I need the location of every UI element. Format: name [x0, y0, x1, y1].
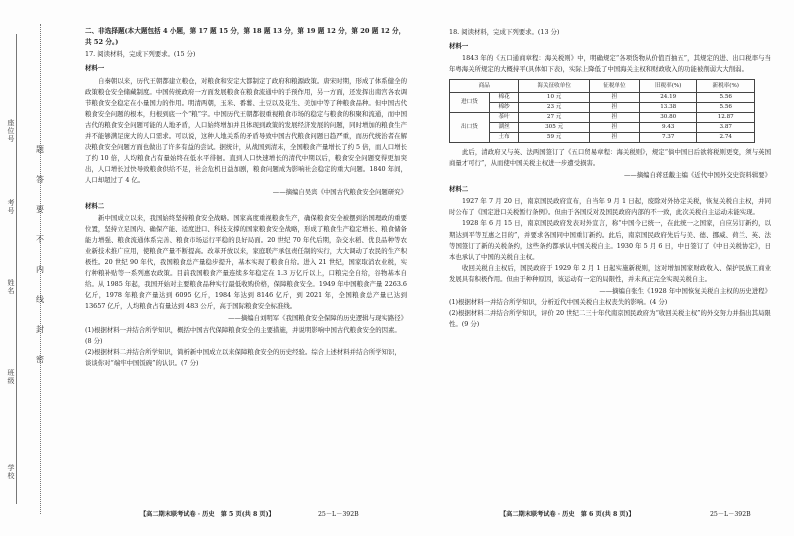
table-cell: 27 元	[519, 113, 589, 123]
exam-number-label: 考号	[7, 199, 15, 215]
seal-char: 线	[36, 295, 44, 304]
question-17-title: 17. 阅读材料，完成下列要求。(15 分)	[85, 50, 196, 59]
table-cell: 土布	[489, 133, 519, 143]
seat-number-label: 座位号	[7, 119, 15, 143]
seal-char: 不	[36, 235, 44, 244]
material-2-text: 新中国成立以来，我国始终坚持粮食安全战略。国家高度重视粮食生产，确保粮食安全被摆到治国理政的重要位置，坚持立足国内、确保产能、适度进口、科技支撑的国家粮食安全战略，形成了粮食生产稳定增长、粮食储备能力增强、粮食流通体系完善、粮食市场运行平稳的良好局面。20 世纪 70 年代后期，杂交水稻、优良品种等农业新技术推广应用，使粮食产量不断提高。改革开放以来，家庭联产承包责任制的实行，大大调动了农民的生产积极性。20 世纪 90 年代，我国粮食总产量稳步提升，基本实现了粮食自给。进入 21 世纪，国家取消农业税，实行种粮补贴等一系列惠农政策。目前我国粮食产量连续多年稳定在 1.3 万亿斤以上，口粮完全自给，谷物基本自给。从 1985 年起，我国开始对主要粮食品种实行最低收购价格，保障粮食安全。1949 年中国粮食产量 2263.6 亿斤，1978 年粮食产量达到 6095 亿斤，1984 年达到 8146 亿斤，到 2021 年，全国粮食总产量已达到 13657 亿斤，人均粮食占有量达到 483 公斤，高于国际粮食安全标准线。	[85, 214, 407, 311]
section-header-cont: 共 52 分。)	[85, 38, 119, 47]
seal-char: 答	[36, 175, 44, 184]
question-17-task-1: (1)根据材料一并结合所学知识，概括中国古代保障粮食安全的主要措施，并说明影响中国古代粮食安全的因素。(8 分)	[85, 325, 401, 345]
question-17-task-2: (2)根据材料二并结合所学知识，简析新中国成立以来保障粮食安全的历史经验。综合上述材料并结合所学知识，谈谈你对“端牢中国饭碗”的认识。(7 分)	[85, 347, 401, 367]
binding-margin	[6, 24, 50, 514]
table-cell: 担	[589, 103, 639, 113]
question-18-task-1: (1)根据材料一并结合所学知识，分析近代中国关税自主权丧失的影响。(4 分)	[449, 297, 668, 306]
section-header: 二、非选择题(本大题包括 4 小题，第 17 题 15 分，第 18 题 13 分，第 19 题 12 分，第 20 题 12 分，	[85, 27, 406, 35]
table-header: 旧税率(%)	[639, 80, 697, 93]
table-cell: 担	[589, 123, 639, 133]
table-cell: 担	[589, 133, 639, 143]
table-cell: 棉花	[489, 93, 519, 103]
table-cell: 13.38	[639, 103, 697, 113]
page-6-footer	[500, 510, 770, 520]
table-cell: 担	[589, 93, 639, 103]
material-2-title: 材料二	[85, 202, 105, 211]
page-5-footer	[140, 510, 400, 520]
name-label: 姓名	[7, 279, 15, 295]
table-cell: 湖丝	[489, 123, 519, 133]
page-5	[85, 26, 407, 369]
table-cell: 9.43	[639, 123, 697, 133]
table-cell: 5.56	[697, 103, 755, 113]
material-1-title: 材料一	[85, 64, 105, 73]
seal-char: 密	[36, 355, 44, 364]
school-label: 学校	[7, 464, 15, 480]
material-2-text-1: 1927 年 7 月 20 日，南京国民政府宣布，自当年 9 月 1 日起，废除对外协定关税，恢复关税自主权，并同时公布了《国定进口关税暂行条例》。但由于各国反对及国民政府内部的不一致，此次关税自主运动未能实现。	[449, 197, 771, 217]
footer-title: 【高二期末联考试卷 · 历史 第 5 页(共 8 页)】	[140, 511, 275, 518]
material-1-text: 1843 年的《五口通商章程：海关税则》中，明确规定“各项货物从价值百抽五”，其规定的进、出口税率与当年粤海关所规定的大概持平(具体如下表)，实际上降低了中国海关主权和财政收入的功能被削弱大大削弱。	[449, 54, 771, 74]
table-row	[450, 103, 755, 113]
table-cell: 担	[589, 113, 639, 123]
material-1-source: ——摘编自蒋廷黻主编《近代中国外交史资料辑要》	[624, 171, 771, 180]
table-cell: 59 元	[519, 133, 589, 143]
table-cell: 12.87	[697, 113, 755, 123]
table-cell: 5.56	[697, 93, 755, 103]
table-cell: 3.87	[697, 123, 755, 133]
table-cell: 7.37	[639, 133, 697, 143]
material-2-source: ——摘编自张生《1928 年中国恢复关税自主权的历史进程》	[599, 286, 771, 295]
material-1-source: ——摘编自吴宾《中国古代粮食安全问题研究》	[272, 187, 407, 196]
table-cell: 24.19	[639, 93, 697, 103]
question-18-title: 18. 阅读材料，完成下列要求。(13 分)	[449, 28, 560, 36]
tariff-table	[449, 79, 755, 143]
page-6	[449, 26, 771, 330]
table-cell: 305 元	[519, 123, 589, 133]
class-label: 班级	[7, 369, 15, 385]
seal-char: 内	[36, 265, 44, 274]
binding-line	[16, 34, 17, 504]
seal-char: 封	[36, 325, 44, 334]
question-18-task-2: (2)根据材料二并结合所学知识，评价 20 世纪二三十年代南京国民政府为“收回关税主权”的外交努力并指出其局限性。(9 分)	[449, 308, 771, 328]
row-group-label: 进口货	[450, 93, 490, 113]
table-cell: 茶叶	[489, 113, 519, 123]
table-header: 征税单位	[589, 80, 639, 93]
table-header: 新税率(%)	[697, 80, 755, 93]
table-cell: 棉纱	[489, 103, 519, 113]
material-2-source: ——摘编自刘明军《我国粮食安全保障的历史逻辑与现实路径》	[228, 314, 407, 323]
table-header: 商品	[450, 80, 519, 93]
material-1-after-text: 此后，清政府又与英、法两国签订了《五口贸易章程：海关税则》，规定“倘中国日后欲将税则更变，须与英国商量才可行”，从而使中国关税主权进一步遭受损害。	[449, 148, 771, 168]
material-1-text: 自秦朝以来，历代王朝都建立粮仓，对粮食和安定大都制定了政府和粮源政策。唐宋时期，形成了体系健全的政策粮仓安全储藏制度。中国传统政府一方面发展粮食在粮食流通中的手预作用，另一方面，还发挥出南宫各农调节粮食安全稳定在小量国力的作用。明清两朝，玉米、番薯、土豆以及花生、美加中等了种粮食品种。但中国古代粮食安全问题的根本，归根到底一个“粮”字。中国历代王朝都很重视粮食市场的稳定与粮食的积聚和流通，而中国古代的粮食安全问题可能的人地矛盾，人口始终增加并且体现到政策的发展经济发展的问题，同时增加的粮食生产并不能够满足庞大的人口需求。可以说，这种人地关系的矛盾导致中国古代粮食问题日趋严重，而历代统治者在解决粮食安全问题方面也做出了许多有益的尝试。据统计，从战国到清末，全国粮食产量增长了约 5 倍，而人口增长了约 10 倍，人均粮食占有量始终在低水平徘徊。直到人口快速增长的清代中期以后，粮食安全问题变得更加突出，人口增长过快导致粮食供给不足，社会危机日益加剧，粮食问题成为影响社会稳定的重大问题。1840 年间，人口却超过了 4 亿。	[85, 76, 407, 184]
material-2-text-2: 1928 年 6 月 15 日，南京国民政府发表对外宣言，称“中国今已统一，在此统一之国家，自应另订新约，以期达到平等互惠之目的”，并要求各国同中国重订新约。此后，南京国民政府先后与美、德、挪威、荷兰、英、法等国签订了新的关税条约，这些条约都承认中国关税自主。1930 年 5 月 6 日，中日签订了《中日关税协定》，日本也承认了中国的关税自主权。	[449, 219, 771, 261]
material-2-text-3: 收回关税自主权后，国民政府于 1929 年 2 月 1 日起实施新税则，这对增加国家财政收入、保护民族工商业发展具有积极作用。但由于种种原因，该运动有一定的局限性，并未真正完全实现关税自主。	[449, 263, 771, 283]
row-group-label: 出口货	[450, 113, 490, 143]
table-cell: 30.80	[639, 113, 697, 123]
table-row	[450, 123, 755, 133]
footer-code: 25－L－392B	[318, 511, 359, 518]
table-cell: 2.74	[697, 133, 755, 143]
material-1-title: 材料一	[449, 42, 469, 51]
table-row	[450, 133, 755, 143]
footer-code: 25－L－392B	[710, 511, 751, 518]
footer-title: 【高二期末联考试卷 · 历史 第 6 页(共 8 页)】	[500, 511, 635, 518]
seal-char: 要	[36, 205, 44, 214]
table-cell: 23 元	[519, 103, 589, 113]
table-cell: 10 元	[519, 93, 589, 103]
table-row	[450, 93, 755, 103]
material-2-title: 材料二	[449, 185, 469, 194]
seal-char: 题	[36, 145, 44, 154]
table-header-row	[450, 80, 755, 93]
table-header: 海关征收单位	[519, 80, 589, 93]
table-row	[450, 113, 755, 123]
